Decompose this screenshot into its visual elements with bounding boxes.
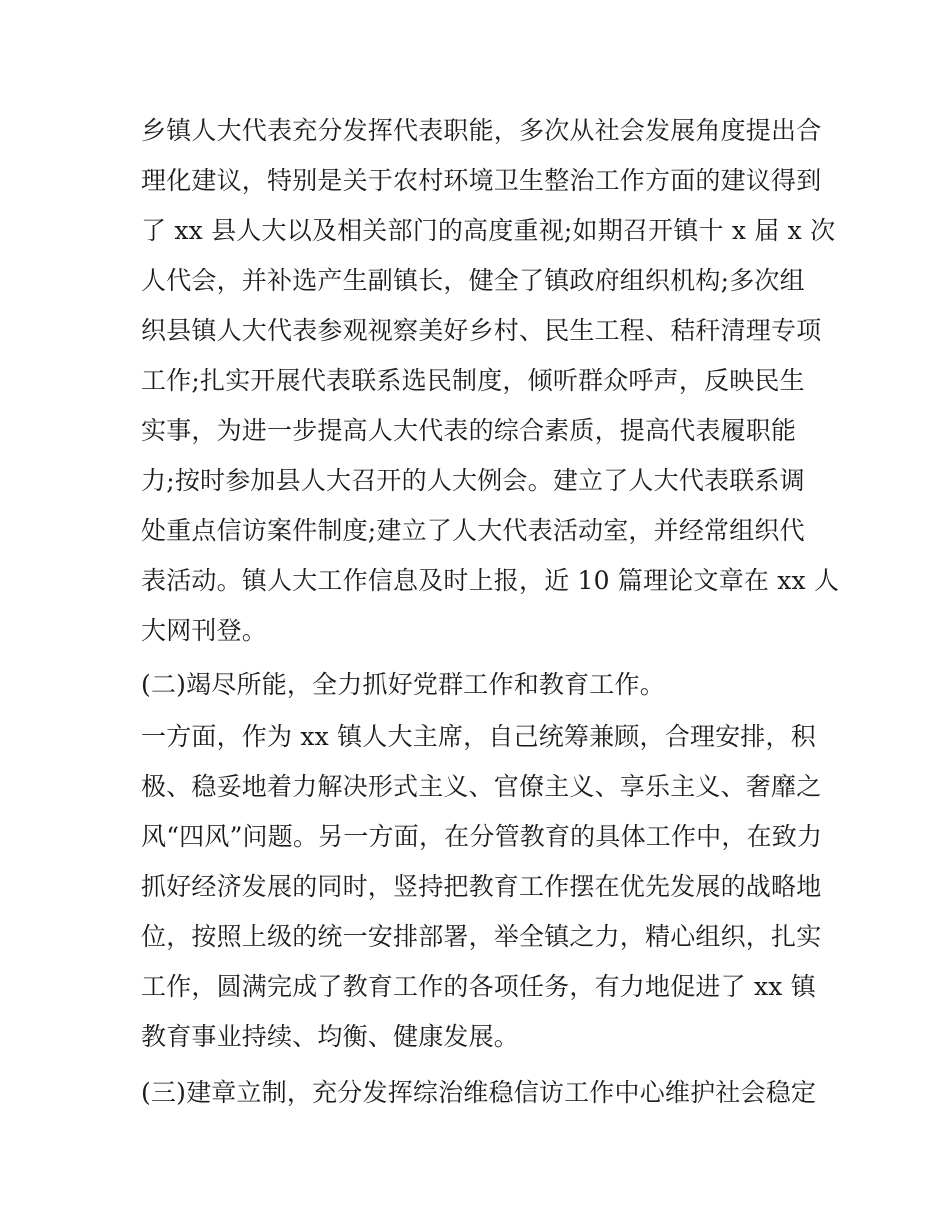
text-line: 力;按时参加县人大召开的人大例会。建立了人大代表联系调 — [141, 466, 805, 495]
text-line: 工作，圆满完成了教育工作的各项任务，有力地促进了 xx 镇 — [141, 972, 816, 1001]
text-line: 位，按照上级的统一安排部署，举全镇之力，精心组织，扎实 — [141, 922, 822, 951]
text-line: 教育事业持续、均衡、健康发展。 — [141, 1022, 520, 1051]
text-line: 风“四风”问题。另一方面，在分管教育的具体工作中，在致力 — [141, 822, 823, 851]
text-line: 工作;扎实开展代表联系选民制度，倾听群众呼声，反映民生 — [141, 366, 805, 395]
text-line: 处重点信访案件制度;建立了人大代表活动室，并经常组织代 — [141, 516, 805, 545]
text-line: 乡镇人大代表充分发挥代表职能，多次从社会发展角度提出合 — [141, 116, 822, 145]
text-line: 一方面，作为 xx 镇人大主席，自己统筹兼顾，合理安排，积 — [141, 722, 816, 751]
section-heading: (二)竭尽所能，全力抓好党群工作和教育工作。 — [141, 670, 665, 699]
text-line: 了 xx 县人大以及相关部门的高度重视;如期召开镇十 x 届 x 次 — [141, 216, 836, 245]
section-heading: (三)建章立制，充分发挥综治维稳信访工作中心维护社会稳定 — [141, 1078, 817, 1107]
text-line: 表活动。镇人大工作信息及时上报，近 10 篇理论文章在 xx 人 — [141, 566, 840, 595]
text-line: 抓好经济发展的同时，竖持把教育工作摆在优先发展的战略地 — [141, 872, 822, 901]
text-line: 大网刊登。 — [141, 616, 268, 645]
text-line: 理化建议，特别是关于农村环境卫生整治工作方面的建议得到 — [141, 166, 822, 195]
text-line: 织县镇人大代表参观视察美好乡村、民生工程、秸秆清理专项 — [141, 316, 822, 345]
text-line: 人代会，并补选产生副镇长，健全了镇政府组织机构;多次组 — [141, 266, 805, 295]
text-line: 极、稳妥地着力解决形式主义、官僚主义、享乐主义、奢靡之 — [141, 772, 822, 801]
text-line: 实事，为进一步提高人大代表的综合素质，提高代表履职能 — [141, 416, 797, 445]
